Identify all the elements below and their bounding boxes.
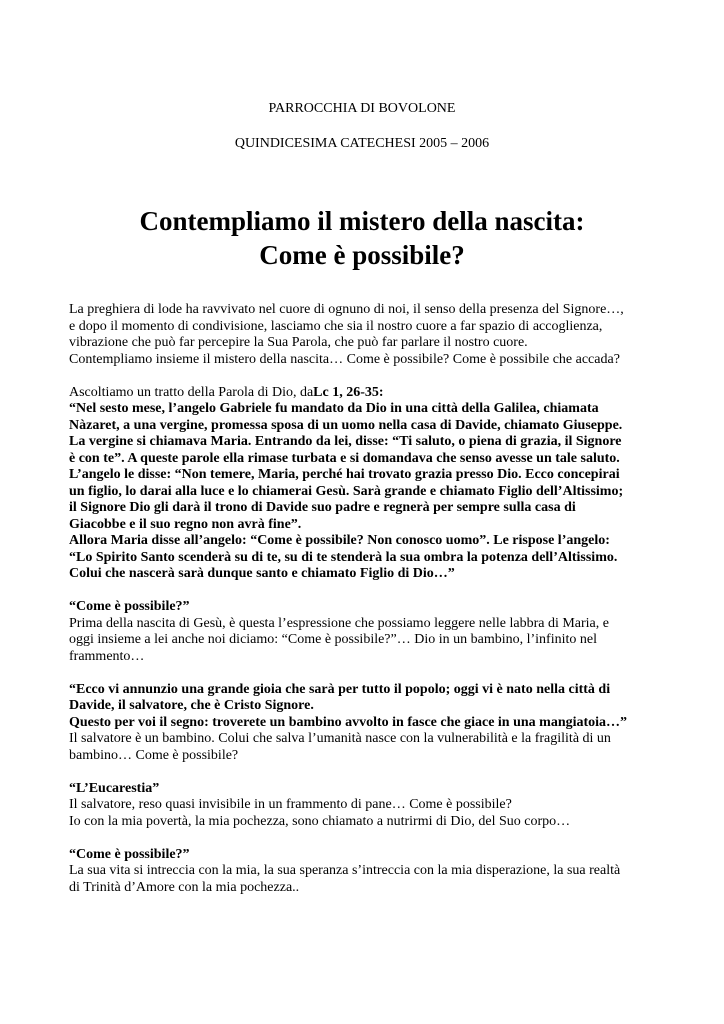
- text-line: Prima della nascita di Gesù, è questa l’espressione che possiamo leggere nelle labbra di Maria, e: [69, 615, 609, 631]
- scripture-line: “Nel sesto mese, l’angelo Gabriele fu mandato da Dio in una città della Galilea, chiamata: [69, 401, 599, 416]
- parish-name: PARROCCHIA DI BOVOLONE: [268, 101, 456, 116]
- section-eucarestia: [69, 781, 669, 831]
- scripture-line: Davide, il salvatore, che è Cristo Signore.: [69, 698, 314, 713]
- scripture-line: Giacobbe e il suo regno non avrà fine”.: [69, 516, 302, 532]
- text-line: vibrazione che può far percepire la Sua Parola, che può far parlare il nostro cuore.: [69, 335, 528, 350]
- scripture-line: “Ecco vi annunzio una grande gioia che sarà per tutto il popolo; oggi vi è nato nella città di: [69, 681, 611, 697]
- scripture-line: è con te”. A queste parole ella rimase turbata e si domandava che senso avesse un tale saluto.: [69, 450, 620, 466]
- scripture-reading: [69, 385, 669, 583]
- section-annunciation: [69, 682, 669, 765]
- catechesis-series: QUINDICESIMA CATECHESI 2005 – 2006: [234, 136, 490, 151]
- text-line: frammento…: [69, 648, 145, 664]
- scripture-line: il Signore Dio gli darà il trono di Davide suo padre e regnerà per sempre sulla casa di: [69, 500, 576, 515]
- text-line: di Trinità d’Amore con la mia pochezza..: [69, 879, 300, 895]
- document-body: [69, 302, 669, 896]
- scripture-line: Allora Maria disse all’angelo: “Come è possibile? Non conosco uomo”. Le rispose l’angelo:: [69, 533, 610, 548]
- text-line: La sua vita si intreccia con la mia, la sua speranza s’intreccia con la mia disperazione, la sua realtà: [69, 863, 621, 878]
- document-title-line-2: Come è possibile?: [259, 240, 465, 270]
- text-line: oggi insieme a lei anche noi diciamo: “Come è possibile?”… Dio in un bambino, l’infinito nel: [69, 632, 597, 647]
- section-heading: “Come è possibile?”: [69, 599, 190, 614]
- scripture-line: Questo per voi il segno: troverete un bambino avvolto in fasce che giace in una mangiatoia…”: [69, 714, 628, 730]
- intro-paragraph: [69, 302, 669, 368]
- document-title-line-1: Contempliamo il mistero della nascita:: [139, 206, 585, 236]
- scripture-line: La vergine si chiamava Maria. Entrando da lei, disse: “Ti saluto, o piena di grazia, il Signore: [69, 434, 622, 449]
- section-come-possibile-2: [69, 847, 669, 897]
- text-line: Il salvatore è un bambino. Colui che salva l’umanità nasce con la vulnerabilità e la fragilità di un: [69, 731, 611, 746]
- section-heading: “Come è possibile?”: [69, 846, 190, 862]
- text-line: Contempliamo insieme il mistero della nascita… Come è possibile? Come è possibile che accada?: [69, 351, 620, 367]
- section-come-possibile-1: [69, 599, 669, 665]
- scripture-reference: Lc 1, 26-35:: [313, 384, 384, 400]
- text-line: e dopo il momento di condivisione, lasciamo che sia il nostro cuore a far spazio di accoglienza,: [69, 318, 603, 334]
- reading-intro-line: [69, 385, 669, 402]
- text-line: bambino… Come è possibile?: [69, 747, 239, 763]
- scripture-line: un figlio, lo darai alla luce e lo chiamerai Gesù. Sarà grande e chiamato Figlio dell’Altissimo;: [69, 483, 624, 499]
- scripture-line: Colui che nascerà sarà dunque santo e chiamato Figlio di Dio…”: [69, 566, 455, 581]
- reading-intro: Ascoltiamo un tratto della Parola di Dio, da: [69, 384, 314, 400]
- section-heading: “L’Eucarestia”: [69, 780, 160, 796]
- text-line: La preghiera di lode ha ravvivato nel cuore di ognuno di noi, il senso della presenza del Signore…,: [69, 302, 624, 317]
- scripture-line: Nàzaret, a una vergine, promessa sposa di un uomo nella casa di Davide, chiamato Giuseppe.: [69, 417, 623, 433]
- scripture-line: “Lo Spirito Santo scenderà su di te, su di te stenderà la sua ombra la potenza dell’Altissimo.: [69, 549, 618, 565]
- text-line: Io con la mia povertà, la mia pochezza, sono chiamato a nutrirmi di Dio, del Suo corpo…: [69, 813, 571, 829]
- scripture-line: L’angelo le disse: “Non temere, Maria, perché hai trovato grazia presso Dio. Ecco concepirai: [69, 467, 620, 482]
- text-line: Il salvatore, reso quasi invisibile in un frammento di pane… Come è possibile?: [69, 797, 512, 812]
